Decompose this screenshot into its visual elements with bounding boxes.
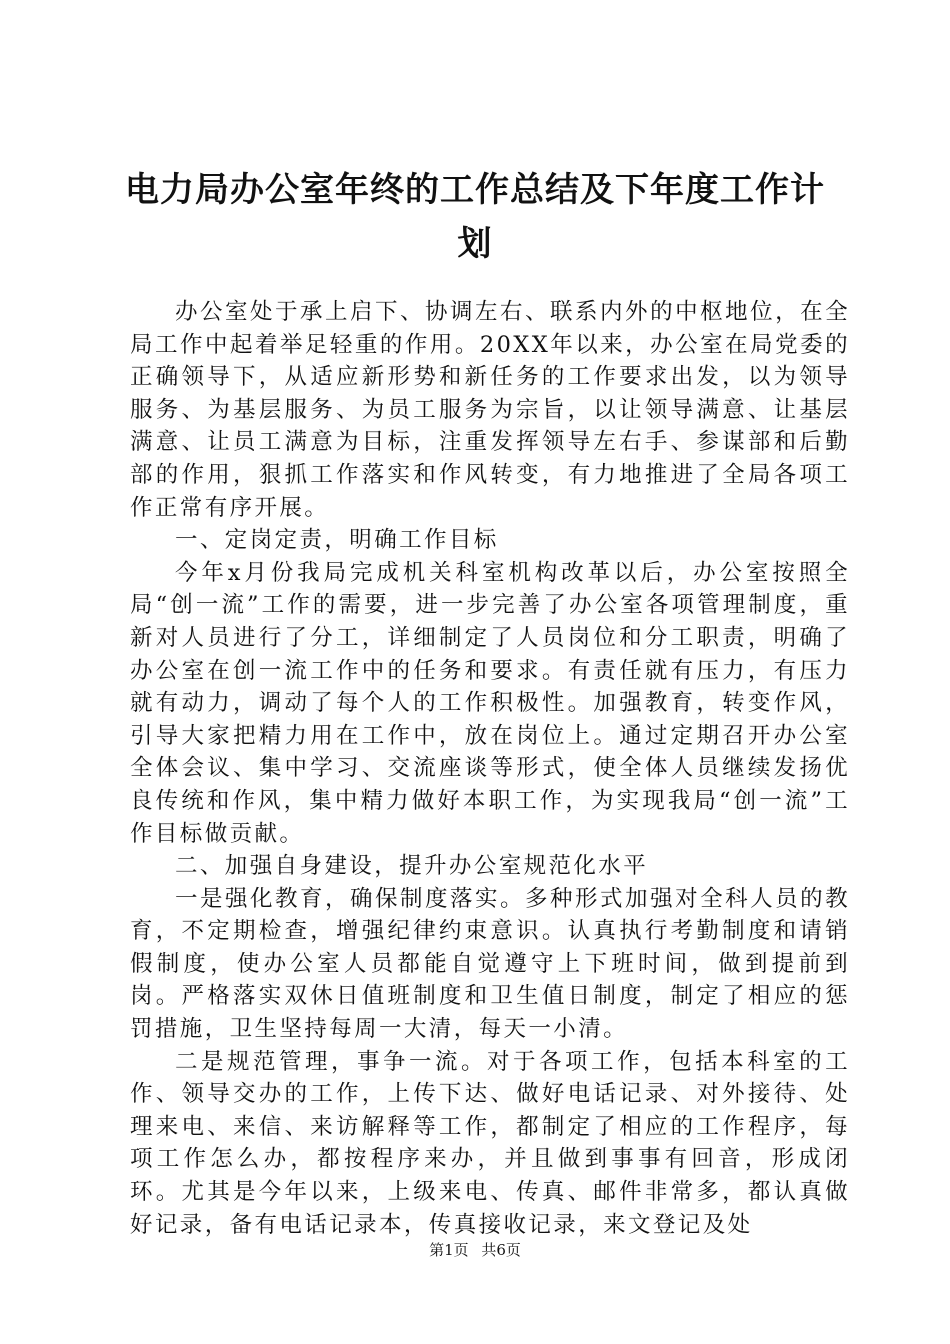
page-number: 第1页: [429, 1241, 469, 1259]
page-total: 共6页: [481, 1241, 521, 1259]
section-heading-2: 二、加强自身建设，提升办公室规范化水平: [175, 853, 649, 880]
paragraph-intro: 办公室处于承上启下、协调左右、联系内外的中枢地位，在全局工作中起着举足轻重的作用。20XX年以来，办公室在局党委的正确领导下，从适应新形势和新任务的工作要求出发，以为领导服务、为基层服务、为员工服务为宗旨，以让领导满意、让基层满意、让员工满意为目标，注重发挥领导左右手、参谋部和后勤部的作用，狠抓工作落实和作风转变，有力地推进了全局各项工作正常有序开展。: [130, 299, 850, 521]
paragraph-section-1: 今年x月份我局完成机关科室机构改革以后，办公室按照全局“创一流”工作的需要，进一步完善了办公室各项管理制度，重新对人员进行了分工，详细制定了人员岗位和分工职责，明确了办公室在创一流工作中的任务和要求。有责任就有压力，有压力就有动力，调动了每个人的工作积极性。加强教育，转变作风，引导大家把精力用在工作中，放在岗位上。通过定期召开办公室全体会议、集中学习、交流座谈等形式，使全体人员继续发扬优良传统和作风，集中精力做好本职工作，为实现我局“创一流”工作目标做贡献。: [130, 559, 850, 847]
document-body: [130, 296, 850, 1241]
section-heading-1: 一、定岗定责，明确工作目标: [175, 527, 499, 554]
document-title: 电力局办公室年终的工作总结及下年度工作计划: [125, 170, 825, 264]
page-footer: [0, 1240, 950, 1260]
paragraph-point-2: 二是规范管理，事争一流。对于各项工作，包括本科室的工作、领导交办的工作，上传下达、做好电话记录、对外接待、处理来电、来信、来访解释等工作，都制定了相应的工作程序，每项工作怎么办，都按程序来办，并且做到事事有回音，形成闭环。尤其是今年以来，上级来电、传真、邮件非常多，都认真做好记录，备有电话记录本，传真接收记录，来文登记及处: [130, 1048, 850, 1238]
paragraph-point-1: 一是强化教育，确保制度落实。多种形式加强对全科人员的教育，不定期检查，增强纪律约束意识。认真执行考勤制度和请销假制度，使办公室人员都能自觉遵守上下班时间，做到提前到岗。严格落实双休日值班制度和卫生值日制度，制定了相应的惩罚措施，卫生坚持每周一大清，每天一小清。: [130, 885, 850, 1043]
